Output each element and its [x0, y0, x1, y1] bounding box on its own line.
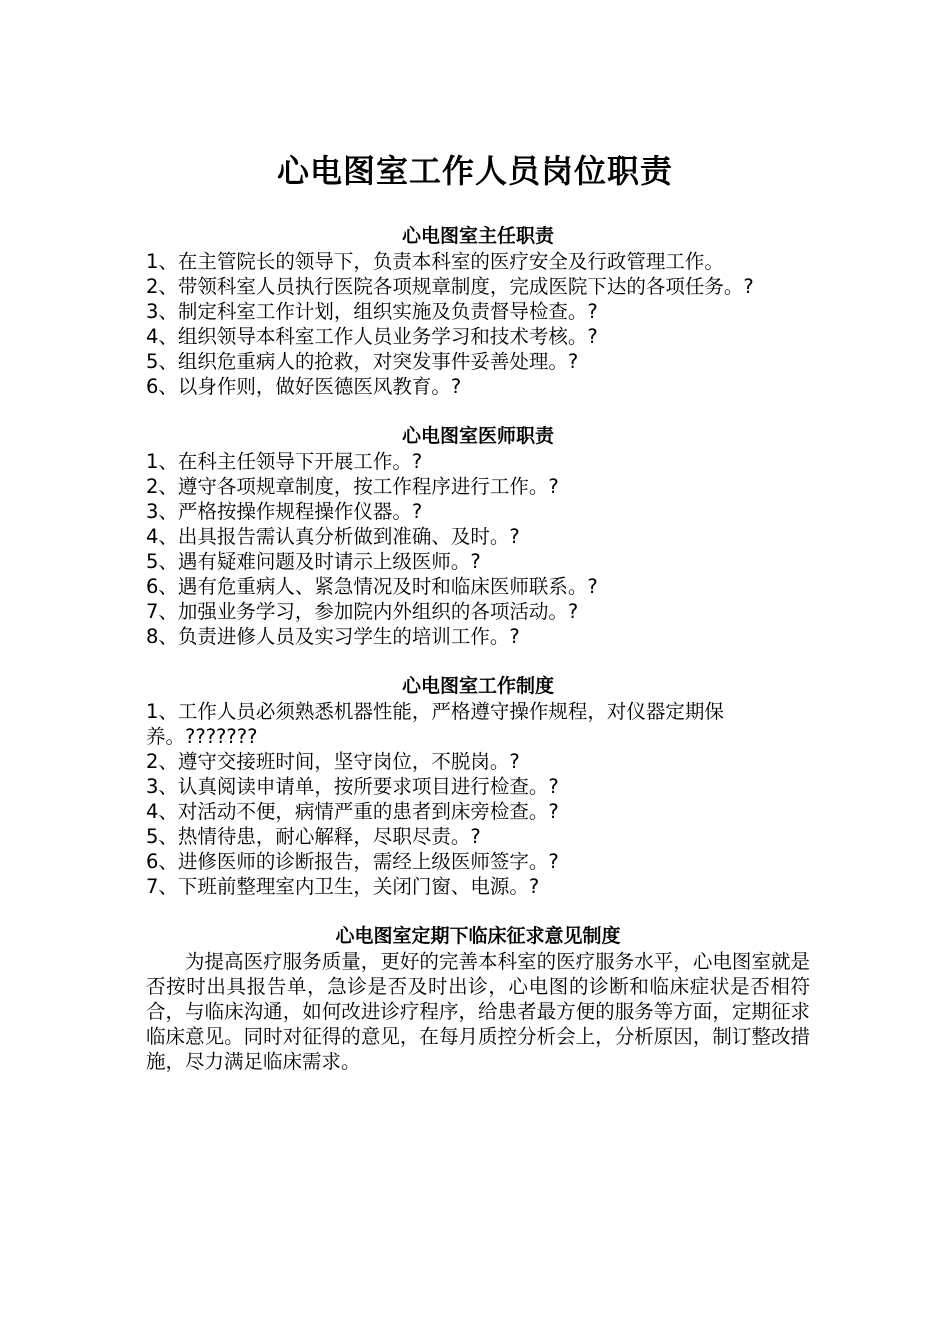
list-item: 1、在科主任领导下开展工作。? [146, 450, 423, 473]
rule-list [146, 699, 810, 899]
list-item: 1、在主管院长的领导下，负责本科室的医疗安全及行政管理工作。 [146, 250, 724, 273]
section-spacer [146, 649, 810, 674]
list-item: 6、进修医师的诊断报告，需经上级医师签字。? [146, 850, 559, 873]
page-title: 心电图室工作人员岗位职责 [276, 152, 673, 191]
list-item: 5、热情待患，耐心解释，尽职尽责。? [146, 825, 481, 848]
list-item: 4、出具报告需认真分析做到准确、及时。? [146, 525, 520, 548]
section-feedback-policy [146, 924, 810, 1074]
section-heading: 心电图室工作制度 [401, 675, 554, 697]
list-item: 1、工作人员必须熟悉机器性能，严格遵守操作规程，对仪器定期保养。??????? [146, 700, 724, 748]
section-director-duties [146, 224, 810, 399]
section-spacer [146, 399, 810, 424]
list-item: 7、加强业务学习，参加院内外组织的各项活动。? [146, 600, 579, 623]
section-spacer [146, 899, 810, 924]
section-work-rules [146, 674, 810, 899]
list-item: 8、负责进修人员及实习学生的培训工作。? [146, 625, 520, 648]
list-item: 2、带领科室人员执行医院各项规章制度，完成医院下达的各项任务。? [146, 275, 754, 298]
list-item: 5、遇有疑难问题及时请示上级医师。? [146, 550, 481, 573]
section-heading: 心电图室定期下临床征求意见制度 [335, 925, 621, 947]
duty-list [146, 449, 810, 649]
document-body [146, 224, 810, 1074]
section-heading: 心电图室医师职责 [401, 425, 554, 447]
list-item: 5、组织危重病人的抢救，对突发事件妥善处理。? [146, 350, 579, 373]
list-item: 6、以身作则，做好医德医风教育。? [146, 375, 462, 398]
list-item: 6、遇有危重病人、紧急情况及时和临床医师联系。? [146, 575, 598, 598]
list-item: 3、制定科室工作计划，组织实施及负责督导检查。? [146, 300, 598, 323]
list-item: 7、下班前整理室内卫生，关闭门窗、电源。? [146, 875, 540, 898]
section-heading: 心电图室主任职责 [401, 225, 554, 247]
list-item: 4、组织领导本科室工作人员业务学习和技术考核。? [146, 325, 598, 348]
list-item: 3、认真阅读申请单，按所要求项目进行检查。? [146, 775, 559, 798]
duty-list [146, 249, 810, 399]
list-item: 2、遵守交接班时间，坚守岗位，不脱岗。? [146, 750, 520, 773]
policy-paragraph: 为提高医疗服务质量，更好的完善本科室的医疗服务水平，心电图室就是否按时出具报告单，急诊是否及时出诊，心电图的诊断和临床症状是否相符合，与临床沟通，如何改进诊疗程序，给患者最方便的服务等方面，定期征求临床意见。同时对征得的意见，在每月质控分析会上，分析原因，制订整改措施，尽力满足临床需求。 [146, 950, 810, 1073]
list-item: 3、严格按操作规程操作仪器。? [146, 500, 423, 523]
list-item: 4、对活动不便，病情严重的患者到床旁检查。? [146, 800, 559, 823]
list-item: 2、遵守各项规章制度，按工作程序进行工作。? [146, 475, 559, 498]
section-physician-duties [146, 424, 810, 649]
